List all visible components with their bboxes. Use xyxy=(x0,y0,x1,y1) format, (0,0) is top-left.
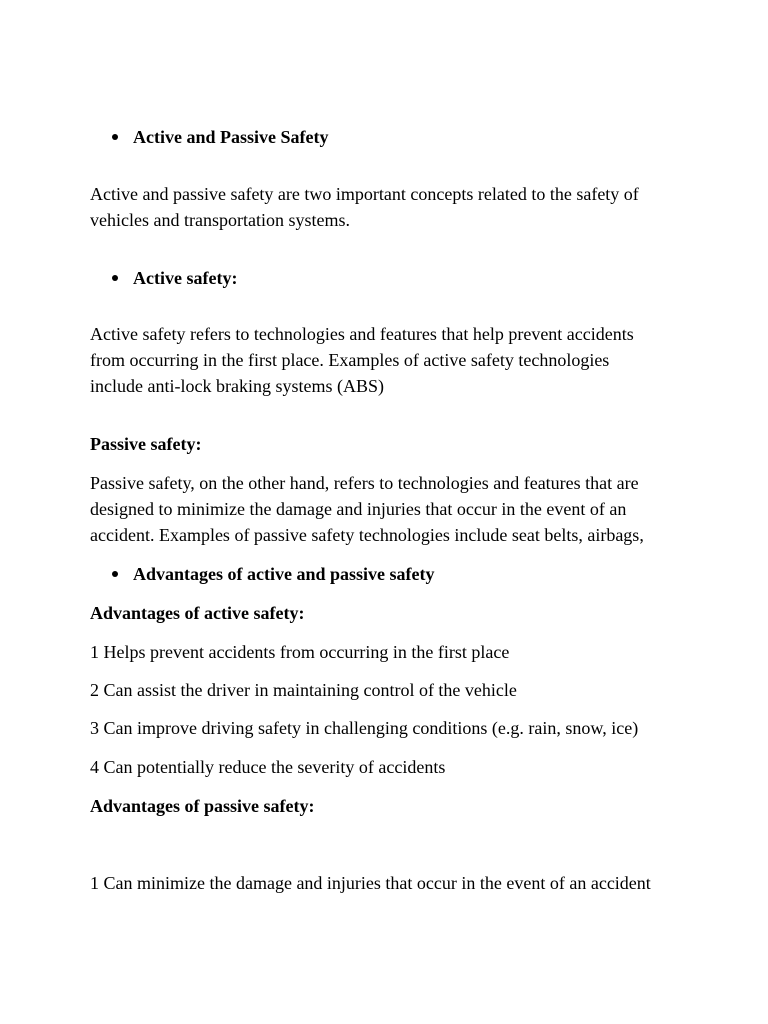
bullet-item-active-safety xyxy=(112,265,237,291)
bullet-text: Advantages of active and passive safety xyxy=(133,564,435,584)
advantages-active-item: 4 Can potentially reduce the severity of accidents xyxy=(90,757,446,777)
bullet-item-advantages xyxy=(112,561,435,587)
active-safety-paragraph-line: include anti-lock braking systems (ABS) xyxy=(90,376,384,396)
intro-paragraph-line: vehicles and transportation systems. xyxy=(90,210,350,230)
intro-paragraph-line: Active and passive safety are two important concepts related to the safety of xyxy=(90,184,639,204)
passive-safety-paragraph-line: accident. Examples of passive safety technologies include seat belts, airbags, xyxy=(90,525,644,545)
active-safety-paragraph-line: from occurring in the first place. Examples of active safety technologies xyxy=(90,350,610,370)
advantages-passive-item: 1 Can minimize the damage and injuries that occur in the event of an accident xyxy=(90,873,651,893)
active-safety-paragraph-line: Active safety refers to technologies and features that help prevent accidents xyxy=(90,324,634,344)
advantages-active-heading: Advantages of active safety: xyxy=(90,603,305,623)
passive-safety-paragraph-line: Passive safety, on the other hand, refers to technologies and features that are xyxy=(90,473,639,493)
bullet-item-active-passive-safety xyxy=(112,124,328,150)
advantages-active-item: 2 Can assist the driver in maintaining control of the vehicle xyxy=(90,680,517,700)
bullet-text: Active and Passive Safety xyxy=(133,127,329,147)
bullet-text: Active safety: xyxy=(133,268,238,288)
bullet-icon xyxy=(112,275,118,281)
advantages-active-item: 1 Helps prevent accidents from occurring in the first place xyxy=(90,642,510,662)
advantages-active-item: 3 Can improve driving safety in challenging conditions (e.g. rain, snow, ice) xyxy=(90,718,639,738)
bullet-icon xyxy=(112,134,118,140)
passive-safety-paragraph-line: designed to minimize the damage and injuries that occur in the event of an xyxy=(90,499,627,519)
advantages-passive-heading: Advantages of passive safety: xyxy=(90,796,315,816)
passive-safety-heading: Passive safety: xyxy=(90,434,202,454)
bullet-icon xyxy=(112,571,118,577)
